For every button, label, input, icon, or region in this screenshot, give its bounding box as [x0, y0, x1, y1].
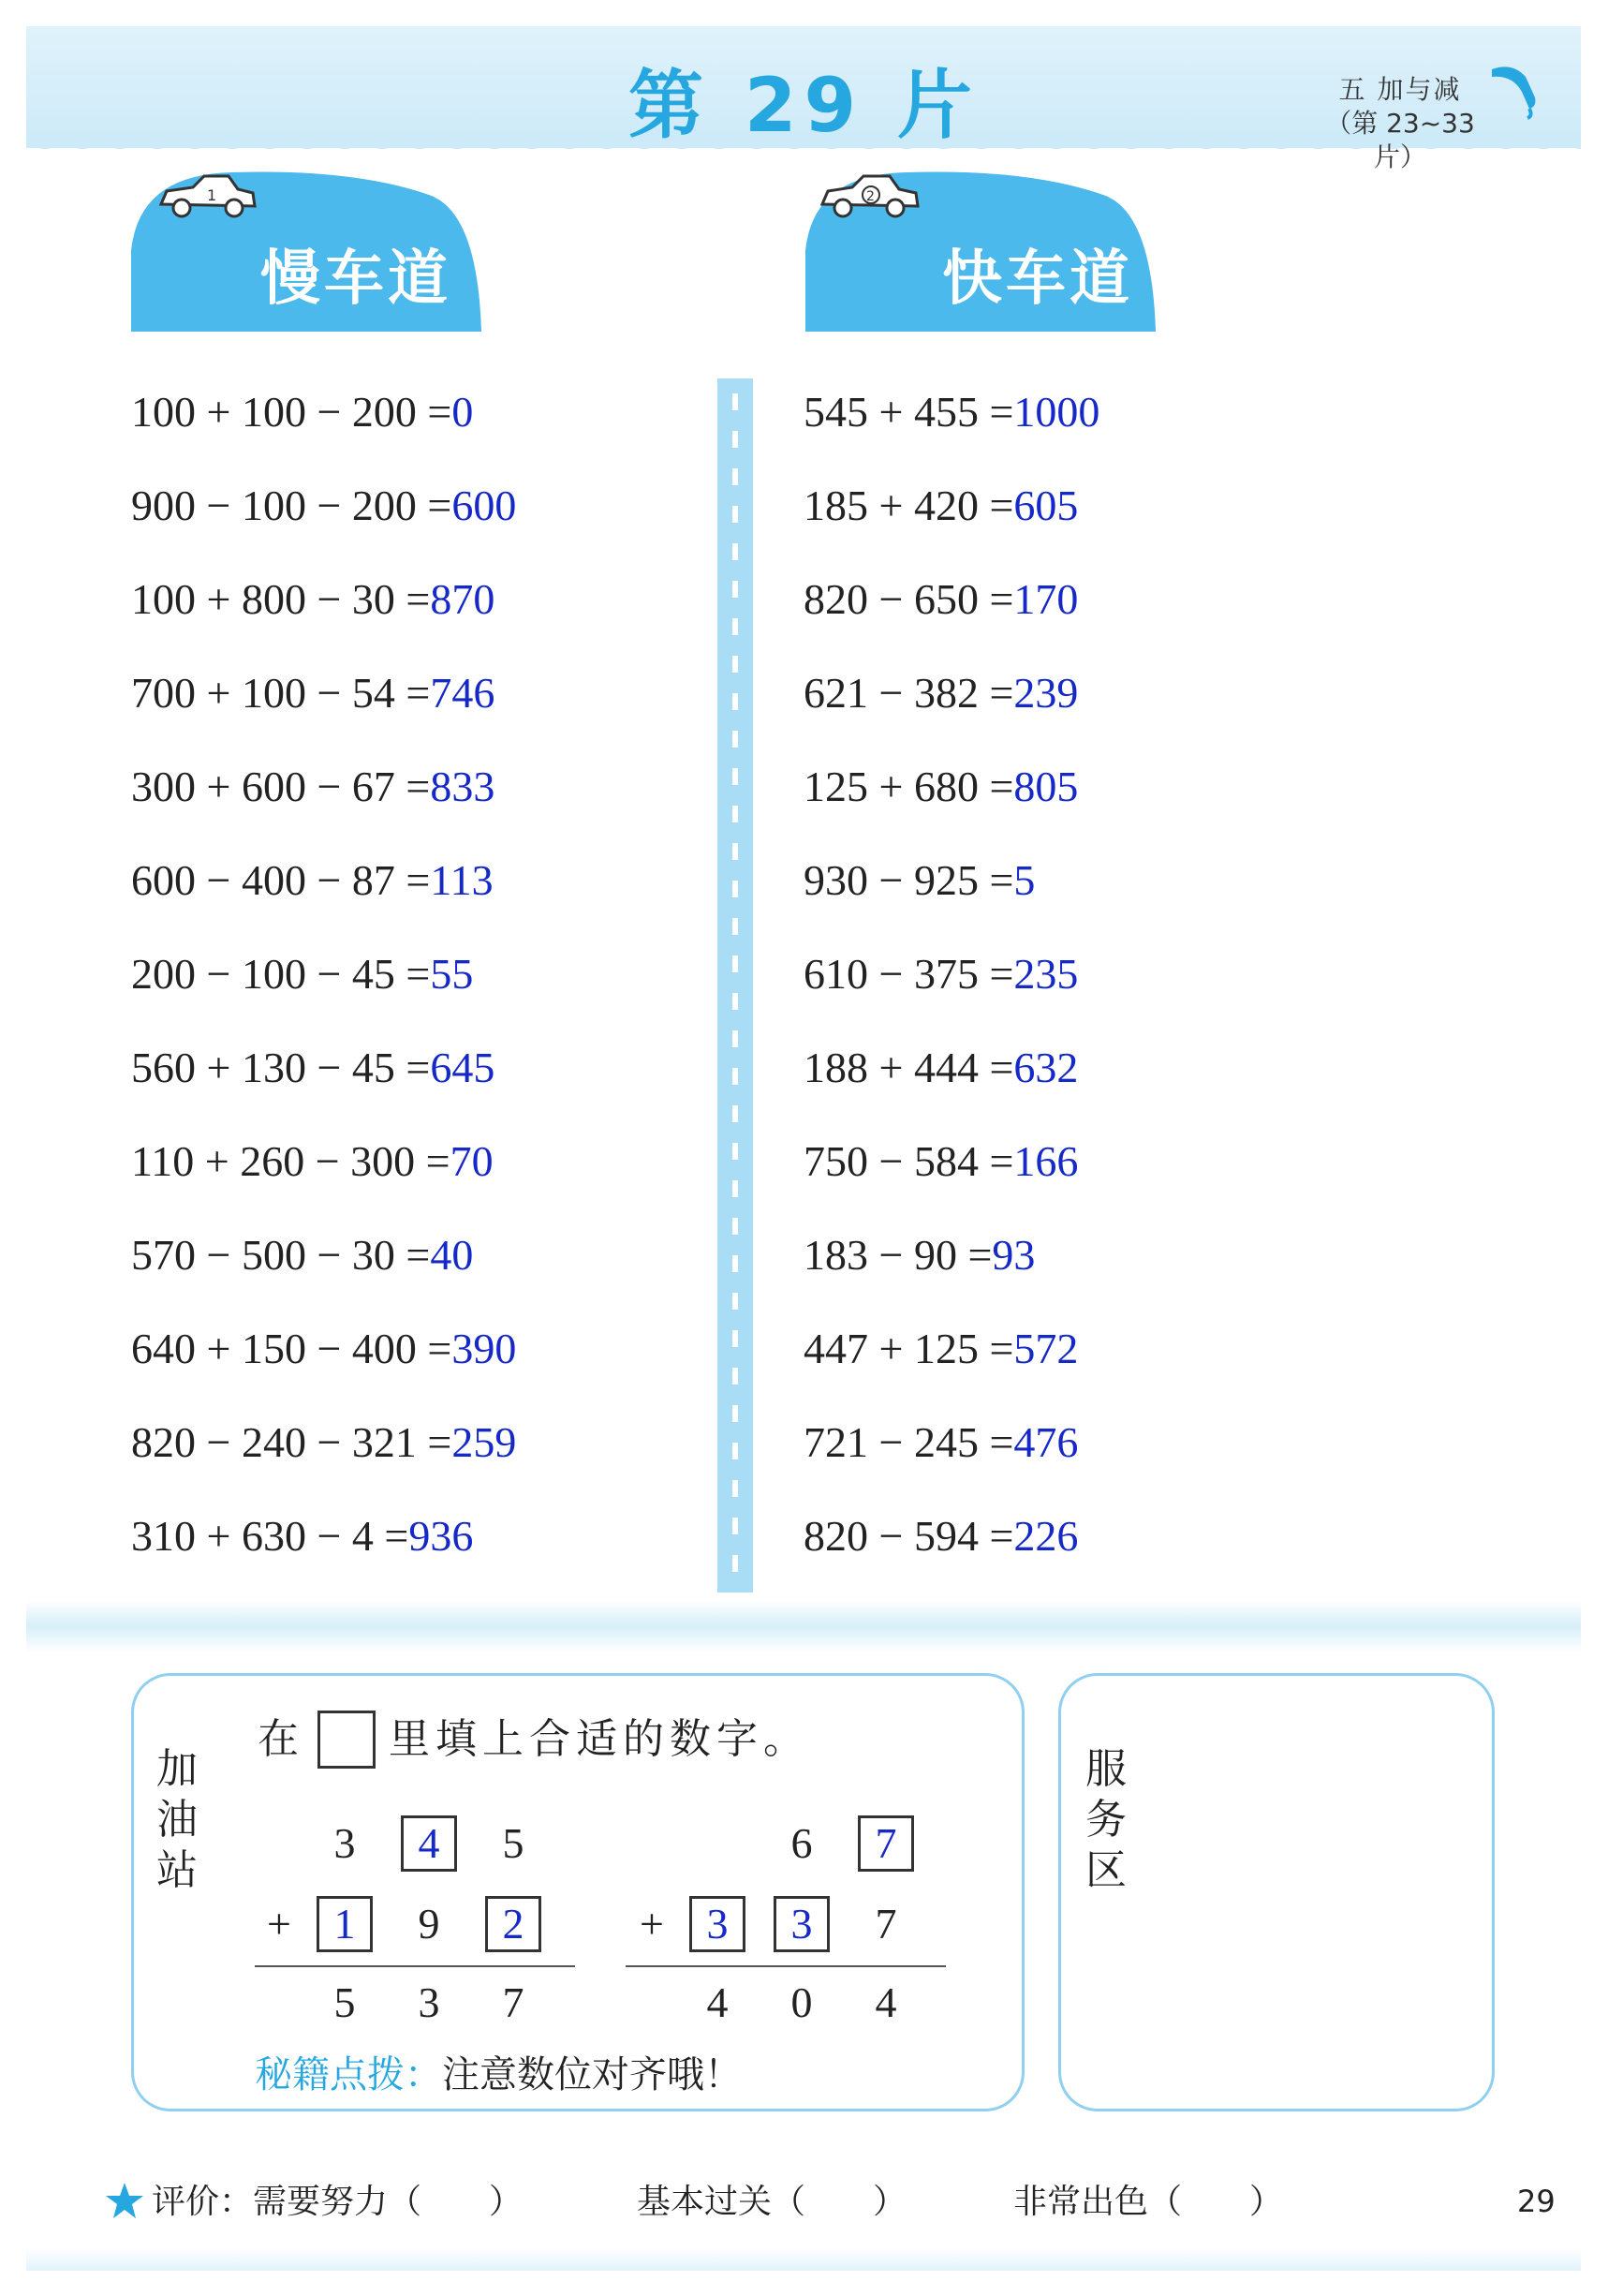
expression: 545 + 455 = [804, 388, 1014, 436]
answer: 870 [430, 575, 495, 623]
answer: 645 [430, 1044, 495, 1091]
expression: 930 − 925 = [804, 856, 1014, 904]
road-dash [732, 768, 738, 785]
instruction-before: 在 [258, 1716, 304, 1762]
answer: 0 [451, 388, 474, 436]
expression: 125 + 680 = [804, 763, 1014, 810]
road-dash [732, 1030, 738, 1047]
sum-line [255, 1965, 575, 1967]
road-dash [732, 955, 738, 972]
label-char: 区 [1085, 1846, 1127, 1894]
road-dash [732, 1105, 738, 1122]
road-dash [732, 656, 738, 673]
equation-row [804, 1508, 1078, 1564]
road-dash [732, 1143, 738, 1160]
race-car-2-icon [819, 167, 922, 223]
answer: 93 [992, 1231, 1036, 1279]
tip [255, 2045, 742, 2098]
answer: 632 [1013, 1044, 1079, 1091]
answer: 70 [450, 1137, 494, 1185]
race-car-1-icon [155, 167, 258, 223]
label-char: 油 [156, 1796, 198, 1844]
road-dash [732, 393, 738, 410]
fast-lane-tab [804, 167, 1159, 332]
expression: 110 + 260 − 300 = [131, 1137, 450, 1185]
road-dash [732, 1218, 738, 1235]
expression: 447 + 125 = [804, 1325, 1014, 1372]
equation-row [131, 665, 494, 721]
equation-row [131, 1415, 516, 1471]
answer: 166 [1013, 1137, 1079, 1185]
instruction [258, 1705, 810, 1772]
equation-row [804, 1321, 1078, 1377]
equation-row [131, 571, 494, 628]
plus-sign: + [267, 1900, 291, 1948]
car-number: 2 [866, 189, 875, 204]
equation-row [804, 1133, 1078, 1190]
equation-row [131, 1040, 494, 1096]
equation-row [804, 384, 1099, 440]
equation-row [804, 1040, 1078, 1096]
expression: 560 + 130 − 45 = [131, 1044, 431, 1091]
answer: 235 [1013, 950, 1079, 998]
expression: 600 − 400 − 87 = [131, 856, 431, 904]
sum-line [626, 1965, 946, 1967]
answer: 746 [430, 669, 495, 717]
equation-row [804, 852, 1035, 909]
road-dash [732, 1255, 738, 1272]
road-dash [732, 731, 738, 748]
road-dash [732, 581, 738, 598]
road-dash [732, 806, 738, 822]
digit: 9 [418, 1900, 440, 1948]
road-dash [732, 431, 738, 448]
equation-row [131, 852, 494, 909]
page-title: 第 29 片 [627, 62, 981, 149]
expression: 188 + 444 = [804, 1044, 1014, 1091]
expression: 610 − 375 = [804, 950, 1014, 998]
answer: 40 [430, 1231, 474, 1279]
blank-box-sample [317, 1711, 376, 1769]
equation-row [131, 384, 473, 440]
section-divider [26, 1600, 1581, 1652]
equation-row [131, 1321, 516, 1377]
road-dash [732, 543, 738, 560]
road-dash [732, 993, 738, 1010]
answer: 1000 [1013, 388, 1100, 436]
equation-row [804, 571, 1078, 628]
digit: 4 [875, 1978, 897, 2026]
eval-option-excellent: 非常出色（ ） [1013, 2183, 1284, 2220]
digit: 7 [875, 1900, 897, 1948]
road-dash [732, 1330, 738, 1347]
tip-label: 秘籍点拨： [255, 2053, 442, 2096]
answer: 5 [1013, 856, 1036, 904]
road-divider [717, 378, 753, 1592]
filled-box: 3 [774, 1896, 830, 1952]
filled-box: 7 [858, 1815, 914, 1872]
answer: 805 [1013, 763, 1079, 810]
equation-row [131, 1133, 494, 1190]
filled-box: 3 [689, 1896, 745, 1952]
expression: 100 + 800 − 30 = [131, 575, 431, 623]
equation-row [131, 759, 494, 815]
road-dash [732, 918, 738, 935]
digit: 0 [790, 1978, 813, 2026]
eval-option-pass: 基本过关（ ） [637, 2183, 907, 2220]
equation-row [804, 1415, 1078, 1471]
filled-box: 1 [317, 1896, 373, 1952]
bottom-strip [26, 2248, 1581, 2271]
expression: 820 − 594 = [804, 1512, 1014, 1560]
expression: 200 − 100 − 45 = [131, 950, 431, 998]
digit: 3 [333, 1819, 356, 1867]
expression: 300 + 600 − 67 = [131, 763, 431, 810]
label-char: 服 [1085, 1745, 1127, 1793]
answer: 55 [430, 950, 474, 998]
digit: 5 [502, 1819, 524, 1867]
label-char: 加 [156, 1745, 198, 1793]
digit: 3 [418, 1978, 440, 2026]
road-dash [732, 1555, 738, 1572]
expression: 310 + 630 − 4 = [131, 1512, 409, 1560]
answer: 226 [1013, 1512, 1079, 1560]
road-dash [732, 1518, 738, 1534]
equation-row [804, 759, 1078, 815]
answer: 170 [1013, 575, 1079, 623]
answer: 936 [408, 1512, 474, 1560]
expression: 100 + 100 − 200 = [131, 388, 452, 436]
slow-lane-tab [129, 167, 485, 332]
road-dash [732, 1368, 738, 1385]
expression: 570 − 500 − 30 = [131, 1231, 431, 1279]
expression: 820 − 650 = [804, 575, 1014, 623]
label-char: 务 [1085, 1796, 1127, 1844]
equation-row [804, 478, 1078, 534]
road-dash [732, 1068, 738, 1085]
answer: 390 [451, 1325, 517, 1372]
expression: 700 + 100 − 54 = [131, 669, 431, 717]
equation-row [131, 1508, 473, 1564]
expression: 185 + 420 = [804, 481, 1014, 529]
refuel-station-label [154, 1744, 200, 1896]
expression: 900 − 100 − 200 = [131, 481, 452, 529]
equation-row [804, 946, 1078, 1002]
road-dash [732, 1405, 738, 1422]
answer: 476 [1013, 1418, 1079, 1466]
instruction-after: 里填上合适的数字。 [389, 1716, 810, 1762]
expression: 721 − 245 = [804, 1418, 1014, 1466]
road-dash [732, 693, 738, 710]
expression: 750 − 584 = [804, 1137, 1014, 1185]
road-dash [732, 1293, 738, 1310]
filled-box: 2 [485, 1896, 541, 1952]
fast-lane-label: 快车道 [942, 244, 1133, 314]
plus-sign: + [640, 1900, 664, 1948]
expression: 640 + 150 − 400 = [131, 1325, 452, 1372]
answer: 600 [451, 481, 517, 529]
unit-label [1306, 73, 1494, 174]
answer: 113 [430, 856, 494, 904]
answer: 572 [1013, 1325, 1079, 1372]
equation-row [804, 665, 1078, 721]
road-dash [732, 881, 738, 897]
evaluation-label [152, 2173, 523, 2229]
page-number: 29 [1517, 2184, 1556, 2219]
tip-text: 注意数位对齐哦！ [442, 2053, 742, 2096]
filled-box: 4 [401, 1815, 457, 1872]
expression: 621 − 382 = [804, 669, 1014, 717]
equation-row [804, 1227, 1035, 1283]
fuel-nozzle-icon [1484, 60, 1541, 120]
expression: 183 − 90 = [804, 1231, 993, 1279]
digit: 6 [790, 1819, 813, 1867]
road-dash [732, 843, 738, 860]
equation-row [131, 1227, 473, 1283]
digit: 4 [706, 1978, 729, 2026]
answer: 605 [1013, 481, 1079, 529]
eval-label-text: 评价： [152, 2183, 254, 2221]
road-dash [732, 1180, 738, 1197]
answer: 833 [430, 763, 495, 810]
road-dash [732, 618, 738, 635]
digit: 7 [502, 1978, 524, 2026]
answer: 259 [451, 1418, 517, 1466]
equation-row [131, 946, 473, 1002]
star-icon [105, 2181, 144, 2220]
slow-lane-label: 慢车道 [260, 244, 451, 314]
answer: 239 [1013, 669, 1079, 717]
road-dash [732, 468, 738, 485]
road-dash [732, 1443, 738, 1459]
equation-row [131, 478, 516, 534]
road-dash [732, 1480, 738, 1497]
unit-name: 五 加与减 [1338, 74, 1462, 105]
car-number: 1 [207, 186, 217, 204]
road-dash [732, 506, 738, 523]
expression: 820 − 240 − 321 = [131, 1418, 452, 1466]
service-area-label [1083, 1744, 1129, 1896]
eval-option-needs-work: 需要努力（ ） [253, 2183, 524, 2220]
label-char: 站 [156, 1846, 198, 1894]
unit-range: （第 23~33 片） [1325, 108, 1475, 172]
digit: 5 [333, 1978, 356, 2026]
